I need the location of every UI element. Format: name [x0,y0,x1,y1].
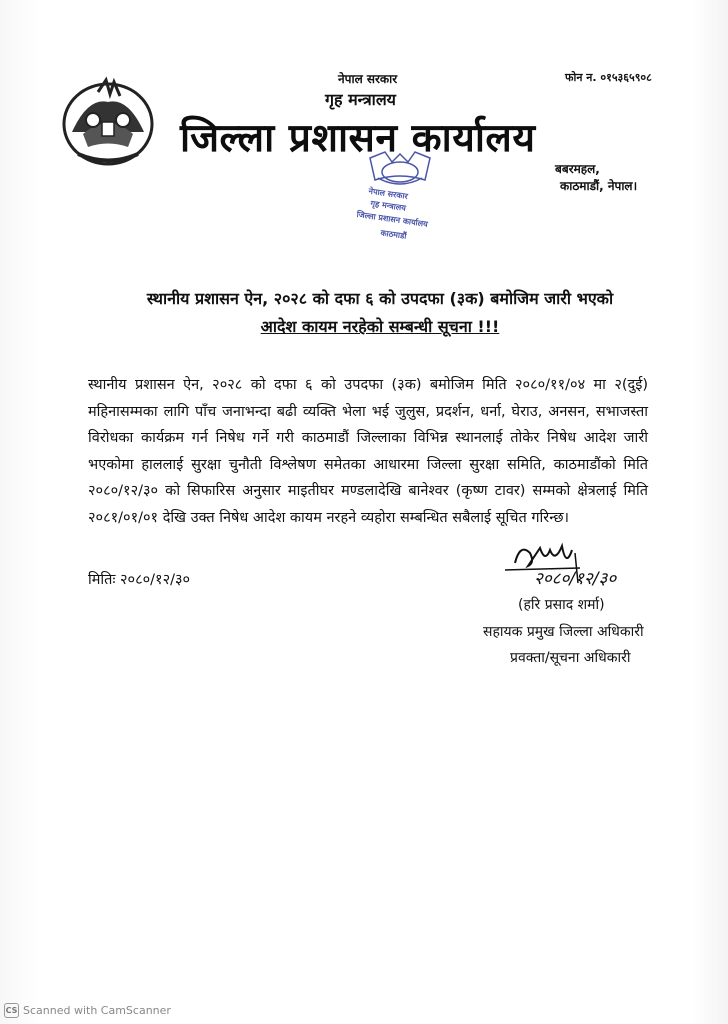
seal-text-line2: गृह मन्त्रालय [370,198,407,213]
notice-subtitle-wrap [100,315,660,337]
address-line-2: काठमाडौं, नेपाल। [560,179,638,193]
seal-text-line1: नेपाल सरकार [368,186,409,202]
camscanner-logo-icon: CS [4,1003,19,1018]
signature-date: २०८०/१२/३० [534,569,617,589]
header-phone: फोन न. ०१५३६५९०८ [565,71,652,84]
scanner-text: Scanned with CamScanner [23,1004,171,1017]
signatory-title: सहायक प्रमुख जिल्ला अधिकारी [483,624,644,640]
office-title: जिल्ला प्रशासन कार्यालय [180,116,536,161]
signatory-role: प्रवक्ता/सूचना अधिकारी [510,650,631,666]
nepal-emblem-icon [58,72,158,172]
seal-text-line4: काठमाडौं [379,228,407,241]
signatory-name: (हरि प्रसाद शर्मा) [518,597,605,613]
notice-body: स्थानीय प्रशासन ऐन, २०२८ को दफा ६ को उपदफा (३क) बमोजिम मिति २०८०/११/०४ मा २(दुई) महिनासम्मका लागि पाँच जनाभन्दा बढी व्यक्ति भेला भई जुलुस, प्रदर्शन, धर्ना, घेराउ, अनसन, सभाजस्ता विरोधका कार्यक्रम गर्न निषेध गर्ने गरी काठमाडौं जिल्लाका विभिन्न स्थानलाई तोकेर निषेध आदेश जारी भएकोमा हाललाई सुरक्षा चुनौती विश्लेषण समेतका आधारमा जिल्ला सुरक्षा समिति, काठमाडौंको मिति २०८०/१२/३० को सिफारिस अनुसार माइतीघर मण्डलादेखि बानेश्वर (कृष्ण टावर) सम्मको क्षेत्रलाई मिति २०८१/०१/०१ देखि उक्त निषेध आदेश कायम नरहने व्यहोरा सम्बन्धित सबैलाई सूचित गरिन्छ। [88,377,648,526]
scanner-watermark [4,1003,171,1018]
official-seal-icon [350,150,450,245]
handwritten-signature-icon [500,538,680,598]
notice-title: स्थानीय प्रशासन ऐन, २०२८ को दफा ६ को उपदफा (३क) बमोजिम जारी भएको [146,289,614,308]
notice-subtitle: आदेश कायम नरहेको सम्बन्धी सूचना !!! [260,317,500,336]
header-government: नेपाल सरकार [338,72,398,86]
seal-text-line3: जिल्ला प्रशासन कार्यालय [356,209,429,229]
header-ministry: गृह मन्त्रालय [325,90,396,109]
notice-date: मितिः २०८०/१२/३० [88,572,191,588]
address-line-1: बबरमहल, [555,162,600,176]
